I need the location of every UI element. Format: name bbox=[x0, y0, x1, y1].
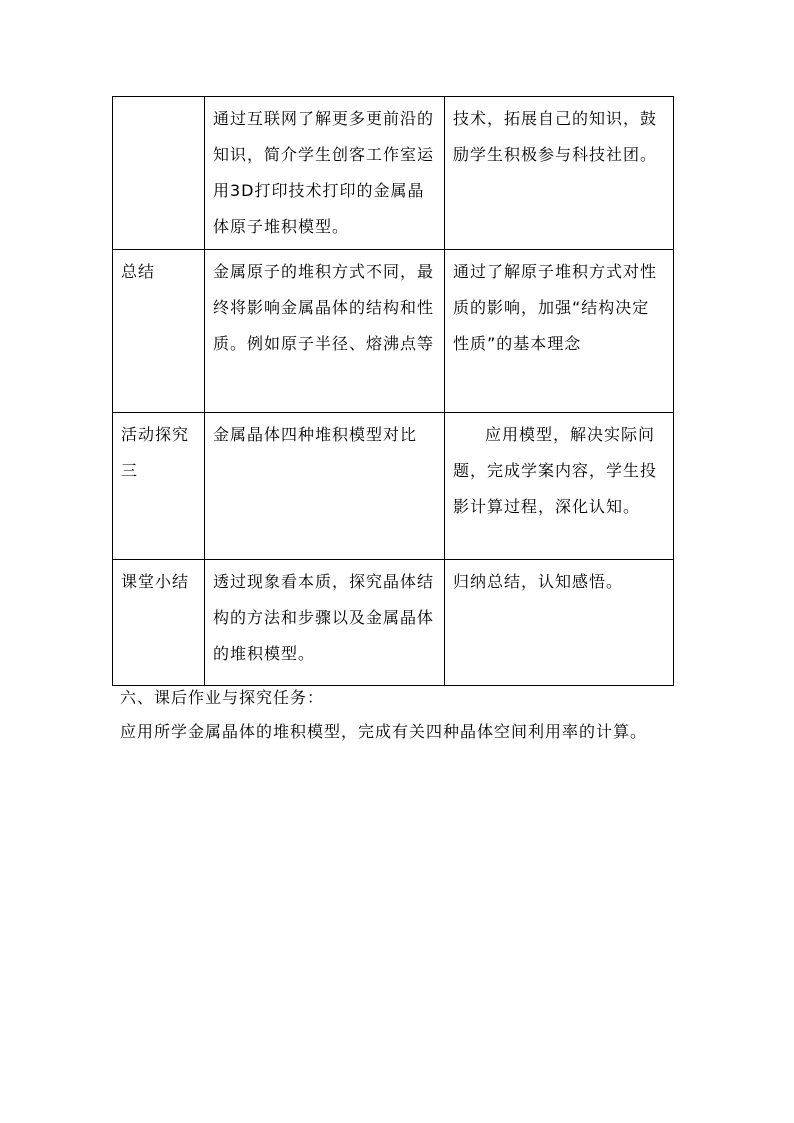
content-cell: 金属晶体四种堆积模型对比 bbox=[205, 413, 445, 560]
stage-cell: 总结 bbox=[113, 250, 205, 413]
purpose-cell: 通过了解原子堆积方式对性质的影响，加强“结构决定性质”的基本理念 bbox=[445, 250, 674, 413]
homework-body: 应用所学金属晶体的堆积模型，完成有关四种晶体空间利用率的计算。 bbox=[120, 722, 648, 741]
lesson-table bbox=[112, 96, 674, 686]
purpose-cell: 应用模型，解决实际问题，完成学案内容，学生投影计算过程，深化认知。 bbox=[445, 413, 674, 560]
content-cell: 金属原子的堆积方式不同，最终将影响金属晶体的结构和性质。例如原子半径、熔沸点等 bbox=[205, 250, 445, 413]
table-row bbox=[113, 250, 674, 413]
table-row bbox=[113, 413, 674, 560]
table-row bbox=[113, 560, 674, 686]
purpose-cell: 归纳总结，认知感悟。 bbox=[445, 560, 674, 686]
purpose-cell: 技术，拓展自己的知识，鼓励学生积极参与科技社团。 bbox=[445, 97, 674, 250]
stage-cell bbox=[113, 97, 205, 250]
content-cell: 透过现象看本质，探究晶体结构的方法和步骤以及金属晶体的堆积模型。 bbox=[205, 560, 445, 686]
content-cell: 通过互联网了解更多更前沿的知识，简介学生创客工作室运用3D打印技术打印的金属晶体原子堆积模型。 bbox=[205, 97, 445, 250]
stage-cell: 课堂小结 bbox=[113, 560, 205, 686]
homework-heading: 六、课后作业与探究任务： bbox=[120, 688, 325, 707]
table-row bbox=[113, 97, 674, 250]
stage-cell: 活动探究三 bbox=[113, 413, 205, 560]
